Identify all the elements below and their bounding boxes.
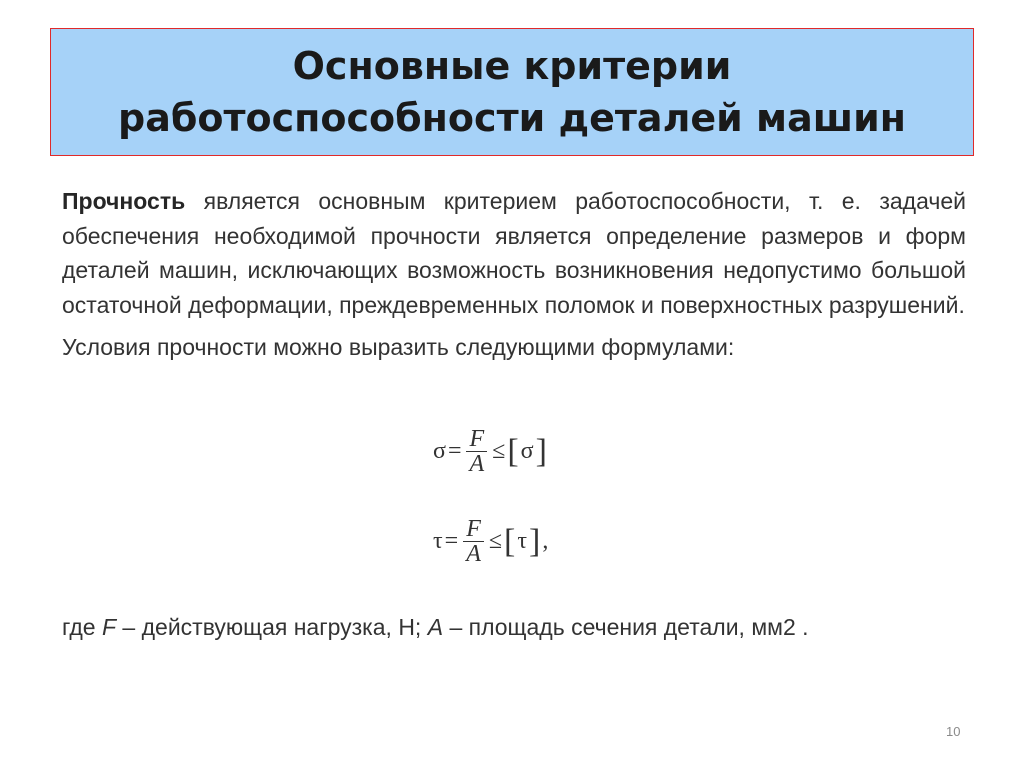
title-line-1: Основные критерии bbox=[292, 44, 732, 88]
variables-legend bbox=[62, 614, 809, 641]
formula-le: ≤ bbox=[488, 528, 503, 554]
formula-equals: = bbox=[447, 438, 462, 464]
formula-allowable: τ bbox=[517, 528, 528, 554]
title-line-2: работоспособности деталей машин bbox=[118, 96, 906, 140]
paragraph-conditions: Условия прочности можно выразить следующими формулами: bbox=[62, 334, 735, 360]
fraction-numerator: F bbox=[466, 516, 481, 542]
term-strength: Прочность bbox=[62, 188, 186, 214]
formula-left-bracket: [ bbox=[507, 432, 519, 470]
legend-post: – площадь сечения детали, мм2 . bbox=[443, 614, 809, 640]
formula-sigma bbox=[432, 427, 550, 476]
fraction-denominator: A bbox=[469, 451, 485, 477]
page-number: 10 bbox=[946, 724, 961, 739]
paragraph-strength-text: является основным критерием работоспособности, т. е. задачей обеспечения необходимой прочности является определение размеров и форм деталей машин, исключающих возможность возникновения недопустимо большой остаточной деформации, преждевременных поломок и поверхностных разрушений. bbox=[62, 188, 966, 318]
formula-right-bracket: ] bbox=[529, 522, 541, 560]
fraction-numerator: F bbox=[469, 426, 485, 452]
formula-right-bracket: ] bbox=[535, 432, 547, 470]
formula-equals: = bbox=[444, 528, 459, 554]
formula-lhs: σ bbox=[433, 438, 446, 464]
legend-var-a: A bbox=[427, 614, 444, 640]
formula-left-bracket: [ bbox=[504, 522, 516, 560]
fraction-denominator: A bbox=[466, 541, 481, 567]
legend-mid: – действующая нагрузка, Н; bbox=[116, 614, 428, 640]
formula-allowable: σ bbox=[520, 438, 534, 464]
formula-lhs: τ bbox=[433, 528, 443, 554]
formula-tau bbox=[432, 517, 549, 566]
formula-fraction bbox=[463, 517, 484, 566]
legend-var-f: F bbox=[101, 614, 117, 640]
title-box bbox=[50, 28, 974, 156]
body-text bbox=[62, 184, 966, 365]
formula-tail: , bbox=[542, 528, 549, 554]
formula-le: ≤ bbox=[492, 438, 506, 464]
formula-fraction bbox=[466, 427, 487, 476]
legend-pre: где bbox=[62, 614, 102, 640]
paragraph-strength bbox=[62, 184, 966, 322]
